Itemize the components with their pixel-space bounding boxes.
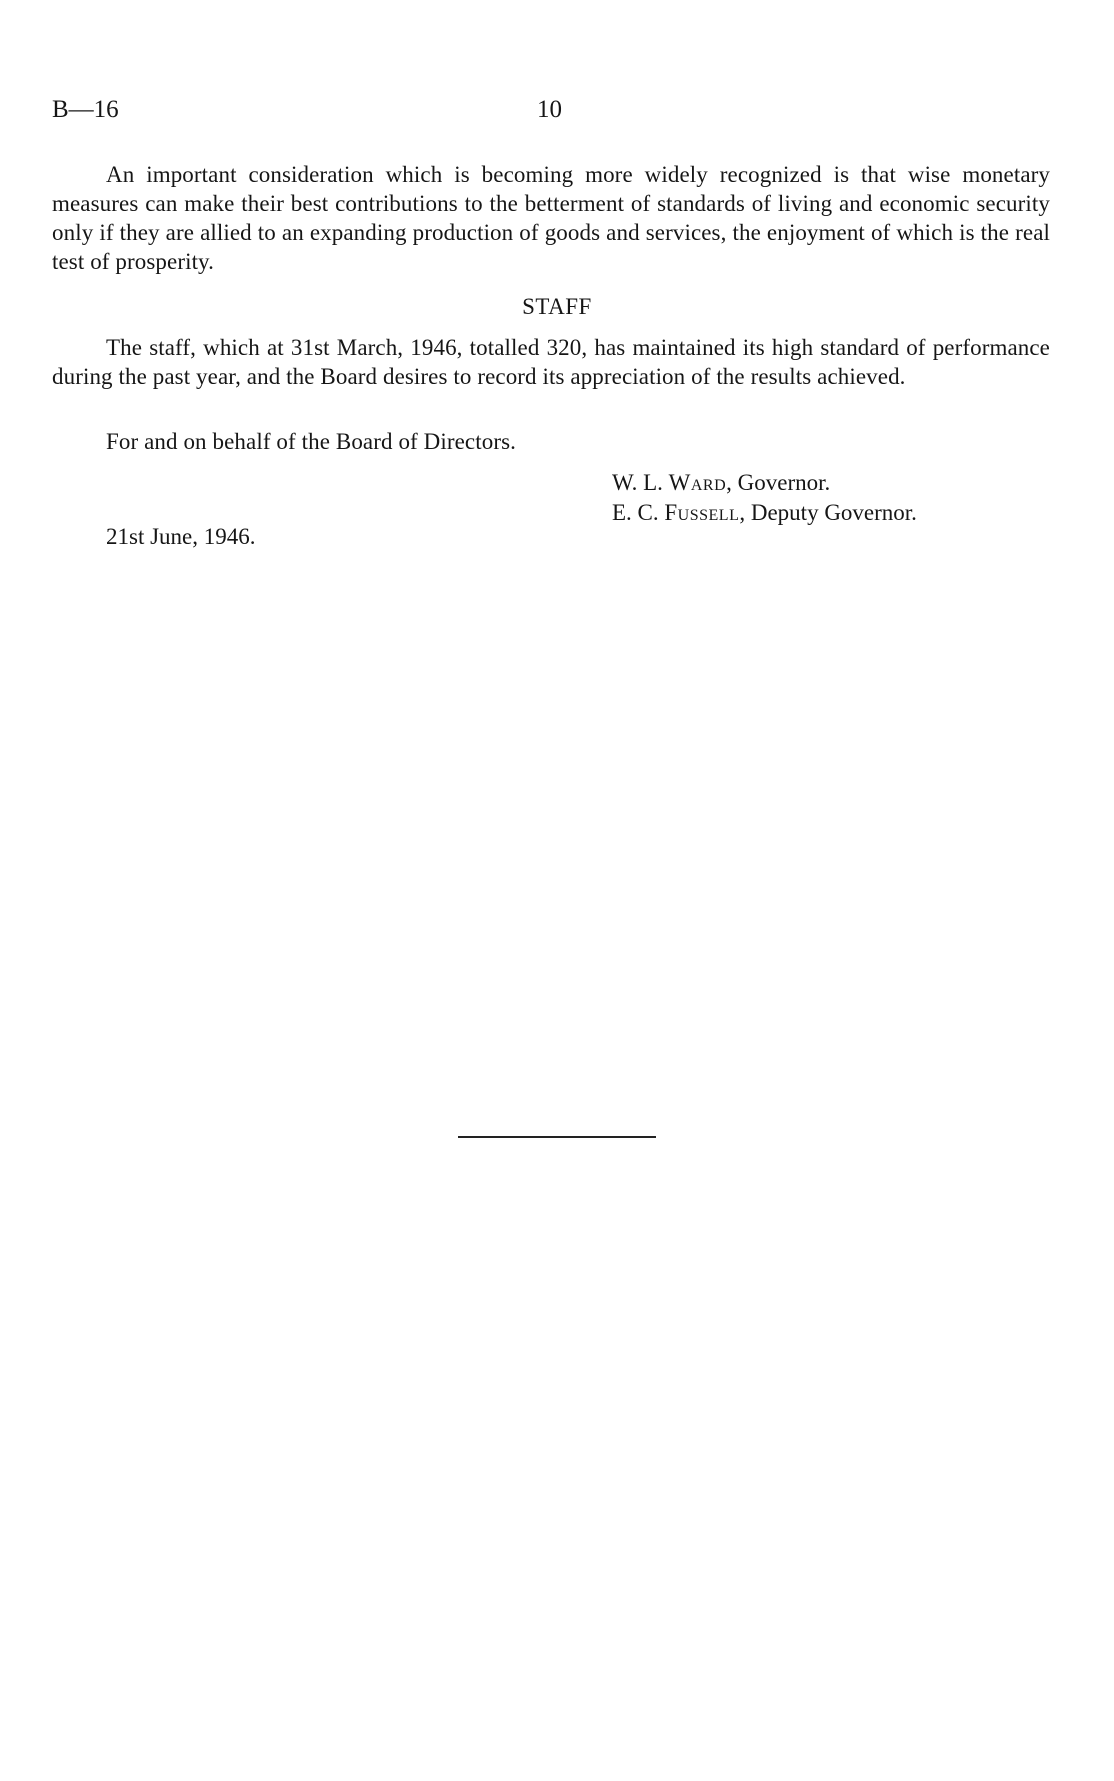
page-number: 10: [537, 96, 562, 123]
signature-title: , Deputy Governor.: [739, 500, 917, 525]
paragraph-staff: The staff, which at 31st March, 1946, totalled 320, has maintained its high standard of performance during the past year, and the Board desires to record its appreciation of the results achieved.: [52, 335, 1050, 389]
signature-governor: [612, 468, 917, 498]
paragraph-monetary-measures: An important consideration which is becoming more widely recognized is that wise monetary measures can make their best contributions to the betterment of standards of living and economic security only if they are allied to an expanding production of goods and services, the enjoyment of which is the real test of prosperity.: [52, 162, 1050, 274]
signature-surname: Fussell: [664, 500, 740, 525]
signature-initials: E. C.: [612, 500, 659, 525]
section-heading-staff: STAFF: [522, 294, 592, 319]
closing-rule-divider: [458, 1136, 656, 1138]
signature-initials: W. L.: [612, 470, 663, 495]
document-date: 21st June, 1946.: [106, 524, 256, 549]
page-header: [52, 92, 1052, 128]
signature-surname: Ward: [668, 470, 727, 495]
document-reference: B—16: [52, 96, 119, 123]
signature-block: [612, 468, 917, 528]
paragraph-on-behalf: For and on behalf of the Board of Directors.: [106, 429, 516, 454]
signature-title: , Governor.: [726, 470, 831, 495]
signature-deputy-governor: [612, 498, 917, 528]
